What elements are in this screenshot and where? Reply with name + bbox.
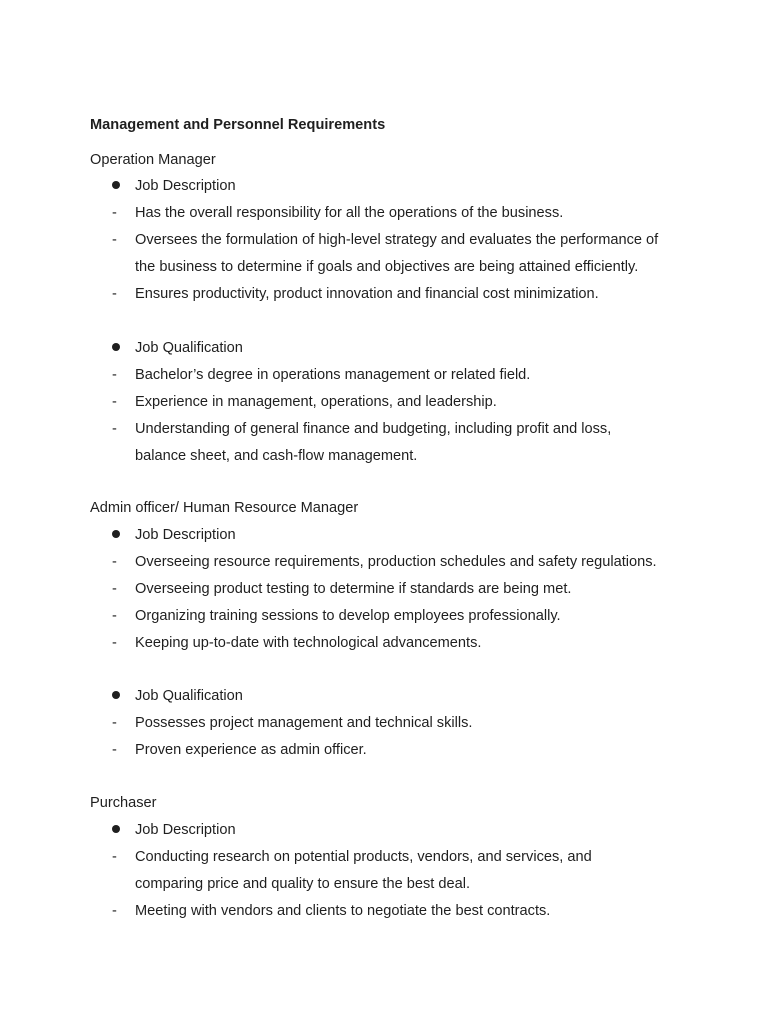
list-item xyxy=(112,365,531,385)
list-item-text: Keeping up-to-date with technological advancements. xyxy=(135,635,482,651)
bullet-dot-icon xyxy=(112,343,120,351)
list-item-text: Oversees the formulation of high-level strategy and evaluates the performance of xyxy=(135,232,659,248)
list-item xyxy=(112,392,497,412)
list-item-text: Ensures productivity, product innovation and financial cost minimization. xyxy=(135,286,599,302)
list-item-text: balance sheet, and cash-flow management. xyxy=(135,448,418,464)
bullet-label: Job Qualification xyxy=(135,688,243,704)
list-item xyxy=(112,230,659,250)
bullet-job-description xyxy=(112,820,236,840)
dash-marker: - xyxy=(112,421,117,437)
list-item-text: Possesses project management and technical skills. xyxy=(135,715,473,731)
list-item-text: Bachelor’s degree in operations management or related field. xyxy=(135,367,531,383)
bullet-job-description xyxy=(112,525,236,545)
section-heading-admin-officer: Admin officer/ Human Resource Manager xyxy=(90,500,359,516)
dash-marker: - xyxy=(112,232,117,248)
list-item xyxy=(112,606,561,626)
bullet-dot-icon xyxy=(112,530,120,538)
dash-marker: - xyxy=(112,205,117,221)
list-item xyxy=(112,713,473,733)
list-item-text: Conducting research on potential products, vendors, and services, and xyxy=(135,849,592,865)
bullet-job-qualification xyxy=(112,338,243,358)
dash-marker: - xyxy=(112,581,117,597)
dash-marker: - xyxy=(112,554,117,570)
list-item-text: the business to determine if goals and objectives are being attained efficiently. xyxy=(135,259,639,275)
list-item-text: Overseeing product testing to determine if standards are being met. xyxy=(135,581,572,597)
list-item-text: Overseeing resource requirements, production schedules and safety regulations. xyxy=(135,554,657,570)
dash-marker: - xyxy=(112,608,117,624)
list-item xyxy=(112,284,599,304)
list-item xyxy=(112,901,551,921)
list-item xyxy=(112,847,592,867)
section-heading-operation-manager: Operation Manager xyxy=(90,152,216,168)
list-item-text: Proven experience as admin officer. xyxy=(135,742,367,758)
list-item-text: Has the overall responsibility for all the operations of the business. xyxy=(135,205,564,221)
dash-marker: - xyxy=(112,742,117,758)
bullet-label: Job Description xyxy=(135,822,236,838)
list-item xyxy=(112,740,367,760)
bullet-job-qualification xyxy=(112,686,243,706)
dash-marker: - xyxy=(112,394,117,410)
list-item-text: Understanding of general finance and budgeting, including profit and loss, xyxy=(135,421,612,437)
document-title: Management and Personnel Requirements xyxy=(90,117,386,133)
list-item xyxy=(112,419,612,439)
list-item-text: Meeting with vendors and clients to negotiate the best contracts. xyxy=(135,903,551,919)
dash-marker: - xyxy=(112,849,117,865)
list-item xyxy=(112,579,572,599)
list-item xyxy=(112,203,564,223)
bullet-dot-icon xyxy=(112,825,120,833)
dash-marker: - xyxy=(112,903,117,919)
bullet-label: Job Qualification xyxy=(135,340,243,356)
bullet-dot-icon xyxy=(112,181,120,189)
dash-marker: - xyxy=(112,715,117,731)
list-item-text: Experience in management, operations, and leadership. xyxy=(135,394,497,410)
bullet-job-description xyxy=(112,176,236,196)
bullet-dot-icon xyxy=(112,691,120,699)
list-item-text: comparing price and quality to ensure the best deal. xyxy=(135,876,471,892)
list-item-text: Organizing training sessions to develop employees professionally. xyxy=(135,608,561,624)
section-heading-purchaser: Purchaser xyxy=(90,795,157,811)
bullet-label: Job Description xyxy=(135,178,236,194)
list-item xyxy=(112,552,657,572)
dash-marker: - xyxy=(112,286,117,302)
list-item xyxy=(112,633,482,653)
bullet-label: Job Description xyxy=(135,527,236,543)
dash-marker: - xyxy=(112,635,117,651)
dash-marker: - xyxy=(112,367,117,383)
